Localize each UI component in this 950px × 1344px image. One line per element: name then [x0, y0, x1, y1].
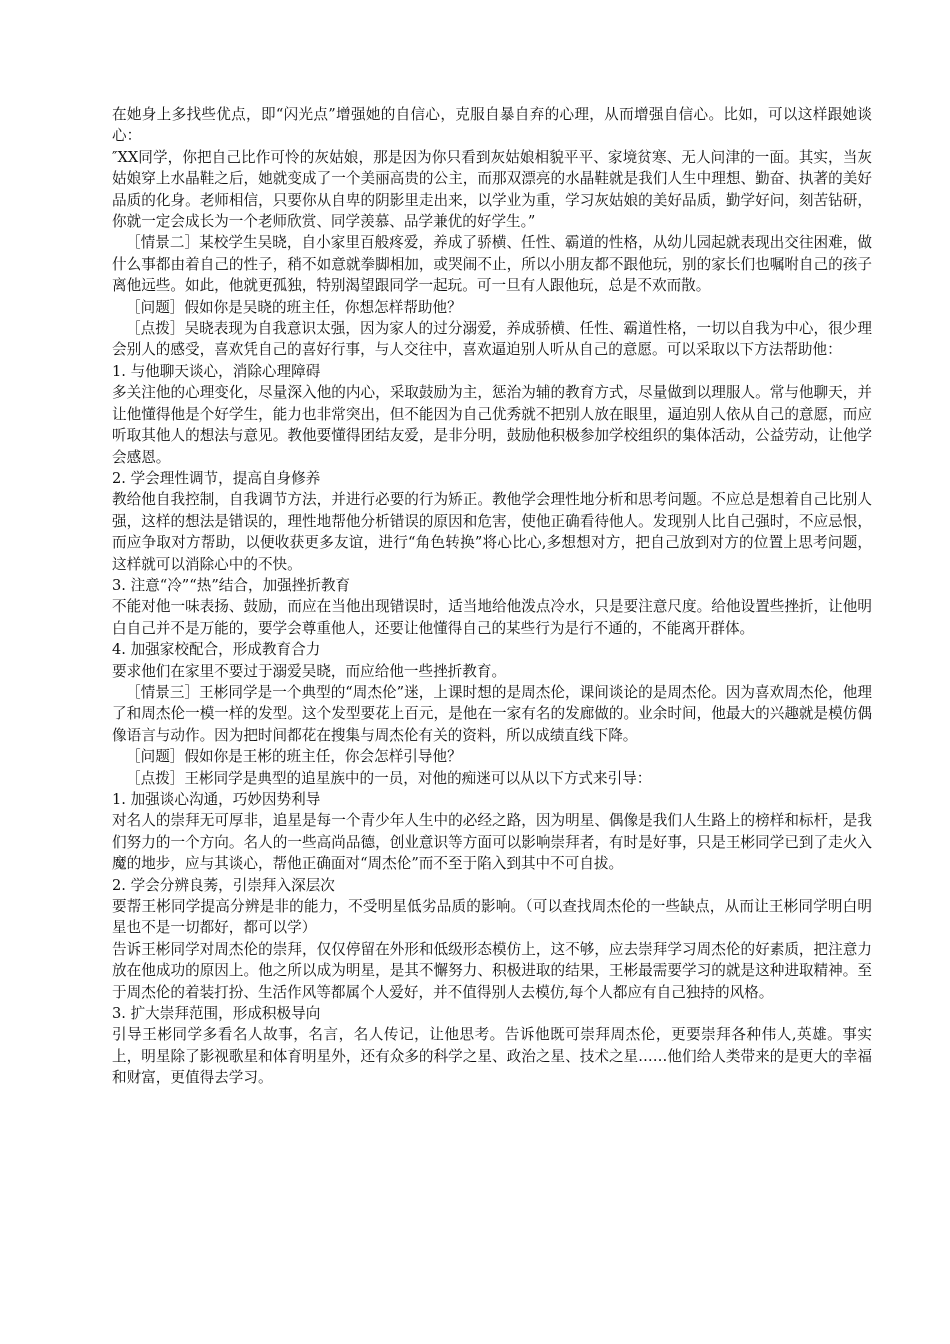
question-paragraph: ［问题］假如你是王彬的班主任，你会怎样引导他？ — [126, 748, 462, 766]
paragraph: 对名人的崇拜无可厚非，追星是每一个青少年人生中的必经之路，因为明星、偶像是我们人生路上的榜样和标杆，是我们努力的一个方向。名人的一些高尚品德，创业意识等方面可以影响崇拜者，有时是好事，只是王彬同学已到了走火入魔的地步，应与其谈心，帮他正确面对“周杰伦”而不至于陷入到其中不可自拔。 — [112, 812, 872, 873]
document-page — [112, 104, 872, 1089]
paragraph: 告诉王彬同学对周杰伦的崇拜，仅仅停留在外形和低级形态模仿上，这不够，应去崇拜学习周杰伦的好素质，把注意力放在他成功的原因上。他之所以成为明星，是其不懈努力、积极进取的结果，王彬最需要学习的就是这种进取精神。至于周杰伦的着装打扮、生活作风等都属个人爱好，并不值得别人去模仿,每个人都应有自己独持的风格。 — [112, 940, 872, 1001]
question-paragraph: ［问题］假如你是吴晓的班主任，你想怎样帮助他？ — [126, 298, 462, 316]
paragraph: 教给他自我控制，自我调节方法，并进行必要的行为矫正。教他学会理性地分析和思考问题。不应总是想着自己比别人强，这样的想法是错误的，理性地帮他分析错误的原因和危害，使他正确看待他人。发现别人比自己强时，不应忌恨，而应争取对方帮助，以便收获更多友谊，进行“角色转换”将心比心,多想想对方，把自己放到对方的位置上思考问题，这样就可以消除心中的不快。 — [112, 491, 872, 573]
section-heading: 1. 加强谈心沟通，巧妙因势利导 — [112, 791, 321, 808]
paragraph: 要帮王彬同学提高分辨是非的能力，不受明星低劣品质的影响。（可以查找周杰伦的一些缺点，从而让王彬同学明白明星也不是一切都好，都可以学） — [112, 898, 872, 937]
guidance-paragraph: ［点拨］王彬同学是典型的追星族中的一员，对他的痴迷可以从以下方式来引导： — [126, 769, 652, 787]
quoted-talk-paragraph: ″XX同学，你把自己比作可怜的灰姑娘，那是因为你只看到灰姑娘相貌平平、家境贫寒、无人问津的一面。其实，当灰姑娘穿上水晶鞋之后，她就变成了一个美丽高贵的公主，而那双漂亮的水晶鞋就是我们人生中理想、勤奋、执著的美好品质的化身。老师相信，只要你从自卑的阴影里走出来，以学业为重，学习灰姑娘的美好品质，勤学好问，刻苦钻研，你就一定会成长为一个老师欣赏、同学羡慕、品学兼优的好学生。” — [112, 148, 872, 231]
paragraph: 要求他们在家里不要过于溺爱吴晓，而应给他一些挫折教育。 — [112, 662, 507, 680]
scenario-two-paragraph: ［情景二］某校学生吴晓，自小家里百般疼爱，养成了骄横、任性、霸道的性格，从幼儿园起就表现出交往困难，做什么事都由着自己的性子，稍不如意就拳脚相加，或哭闹不止，所以小朋友都不跟他玩，别的家长们也嘱咐自己的孩子离他远些。如此，他就更孤独，特别渴望跟同学一起玩。可一旦有人跟他玩，总是不欢而散。 — [112, 234, 872, 295]
section-heading: 3. 扩大崇拜范围，形成积极导向 — [112, 1005, 321, 1023]
section-heading: 2. 学会分辨良莠，引崇拜入深层次 — [112, 876, 335, 894]
scenario-three-paragraph: ［情景三］王彬同学是一个典型的“周杰伦”迷，上课时想的是周杰伦，课间谈论的是周杰伦。因为喜欢周杰伦，他理了和周杰伦一模一样的发型。这个发型要花上百元，是他在一家有名的发廊做的。业余时间，他最大的兴趣就是模仿偶像语言与动作。因为把时间都花在搜集与周杰伦有关的资料，所以成绩直线下降。 — [112, 683, 872, 744]
section-heading: 4. 加强家校配合，形成教育合力 — [112, 641, 321, 659]
paragraph: 不能对他一味表扬、鼓励，而应在当他出现错误时，适当地给他泼点冷水，只是要注意尺度。给他设置些挫折，让他明白自己并不是万能的，要学会尊重他人，还要让他懂得自己的某些行为是行不通的，不能离开群体。 — [112, 598, 872, 637]
paragraph: 引导王彬同学多看名人故事，名言，名人传记，让他思考。告诉他既可崇拜周杰伦，更要崇拜各种伟人,英雄。事实上，明星除了影视歌星和体育明星外，还有众多的科学之星、政治之星、技术之星……他们给人类带来的是更大的幸福和财富，更值得去学习。 — [112, 1026, 872, 1087]
paragraph: 在她身上多找些优点，即“闪光点”增强她的自信心，克服自暴自弃的心理，从而增强自信心。比如，可以这样跟她谈心： — [112, 106, 872, 145]
section-heading: 2. 学会理性调节，提高自身修养 — [112, 469, 321, 487]
section-heading: 3. 注意“冷”“热”结合，加强挫折教育 — [112, 576, 351, 594]
guidance-paragraph: ［点拨］吴晓表现为自我意识太强，因为家人的过分溺爱，养成骄横、任性、霸道性格，一切以自我为中心，很少理会别人的感受，喜欢凭自己的喜好行事，与人交往中，喜欢逼迫别人听从自己的意愿。可以采取以下方法帮助他： — [112, 320, 872, 359]
paragraph: 多关注他的心理变化，尽量深入他的内心，采取鼓励为主，惩治为辅的教育方式，尽量做到以理服人。常与他聊天，并让他懂得他是个好学生，能力也非常突出，但不能因为自己优秀就不把别人放在眼里，逼迫别人依从自己的意愿，而应听取其他人的想法与意见。教他要懂得团结友爱，是非分明，鼓励他积极参加学校组织的集体活动，公益劳动，让他学会感恩。 — [112, 384, 872, 466]
section-heading: 1. 与他聊天谈心，消除心理障碍 — [112, 362, 321, 380]
